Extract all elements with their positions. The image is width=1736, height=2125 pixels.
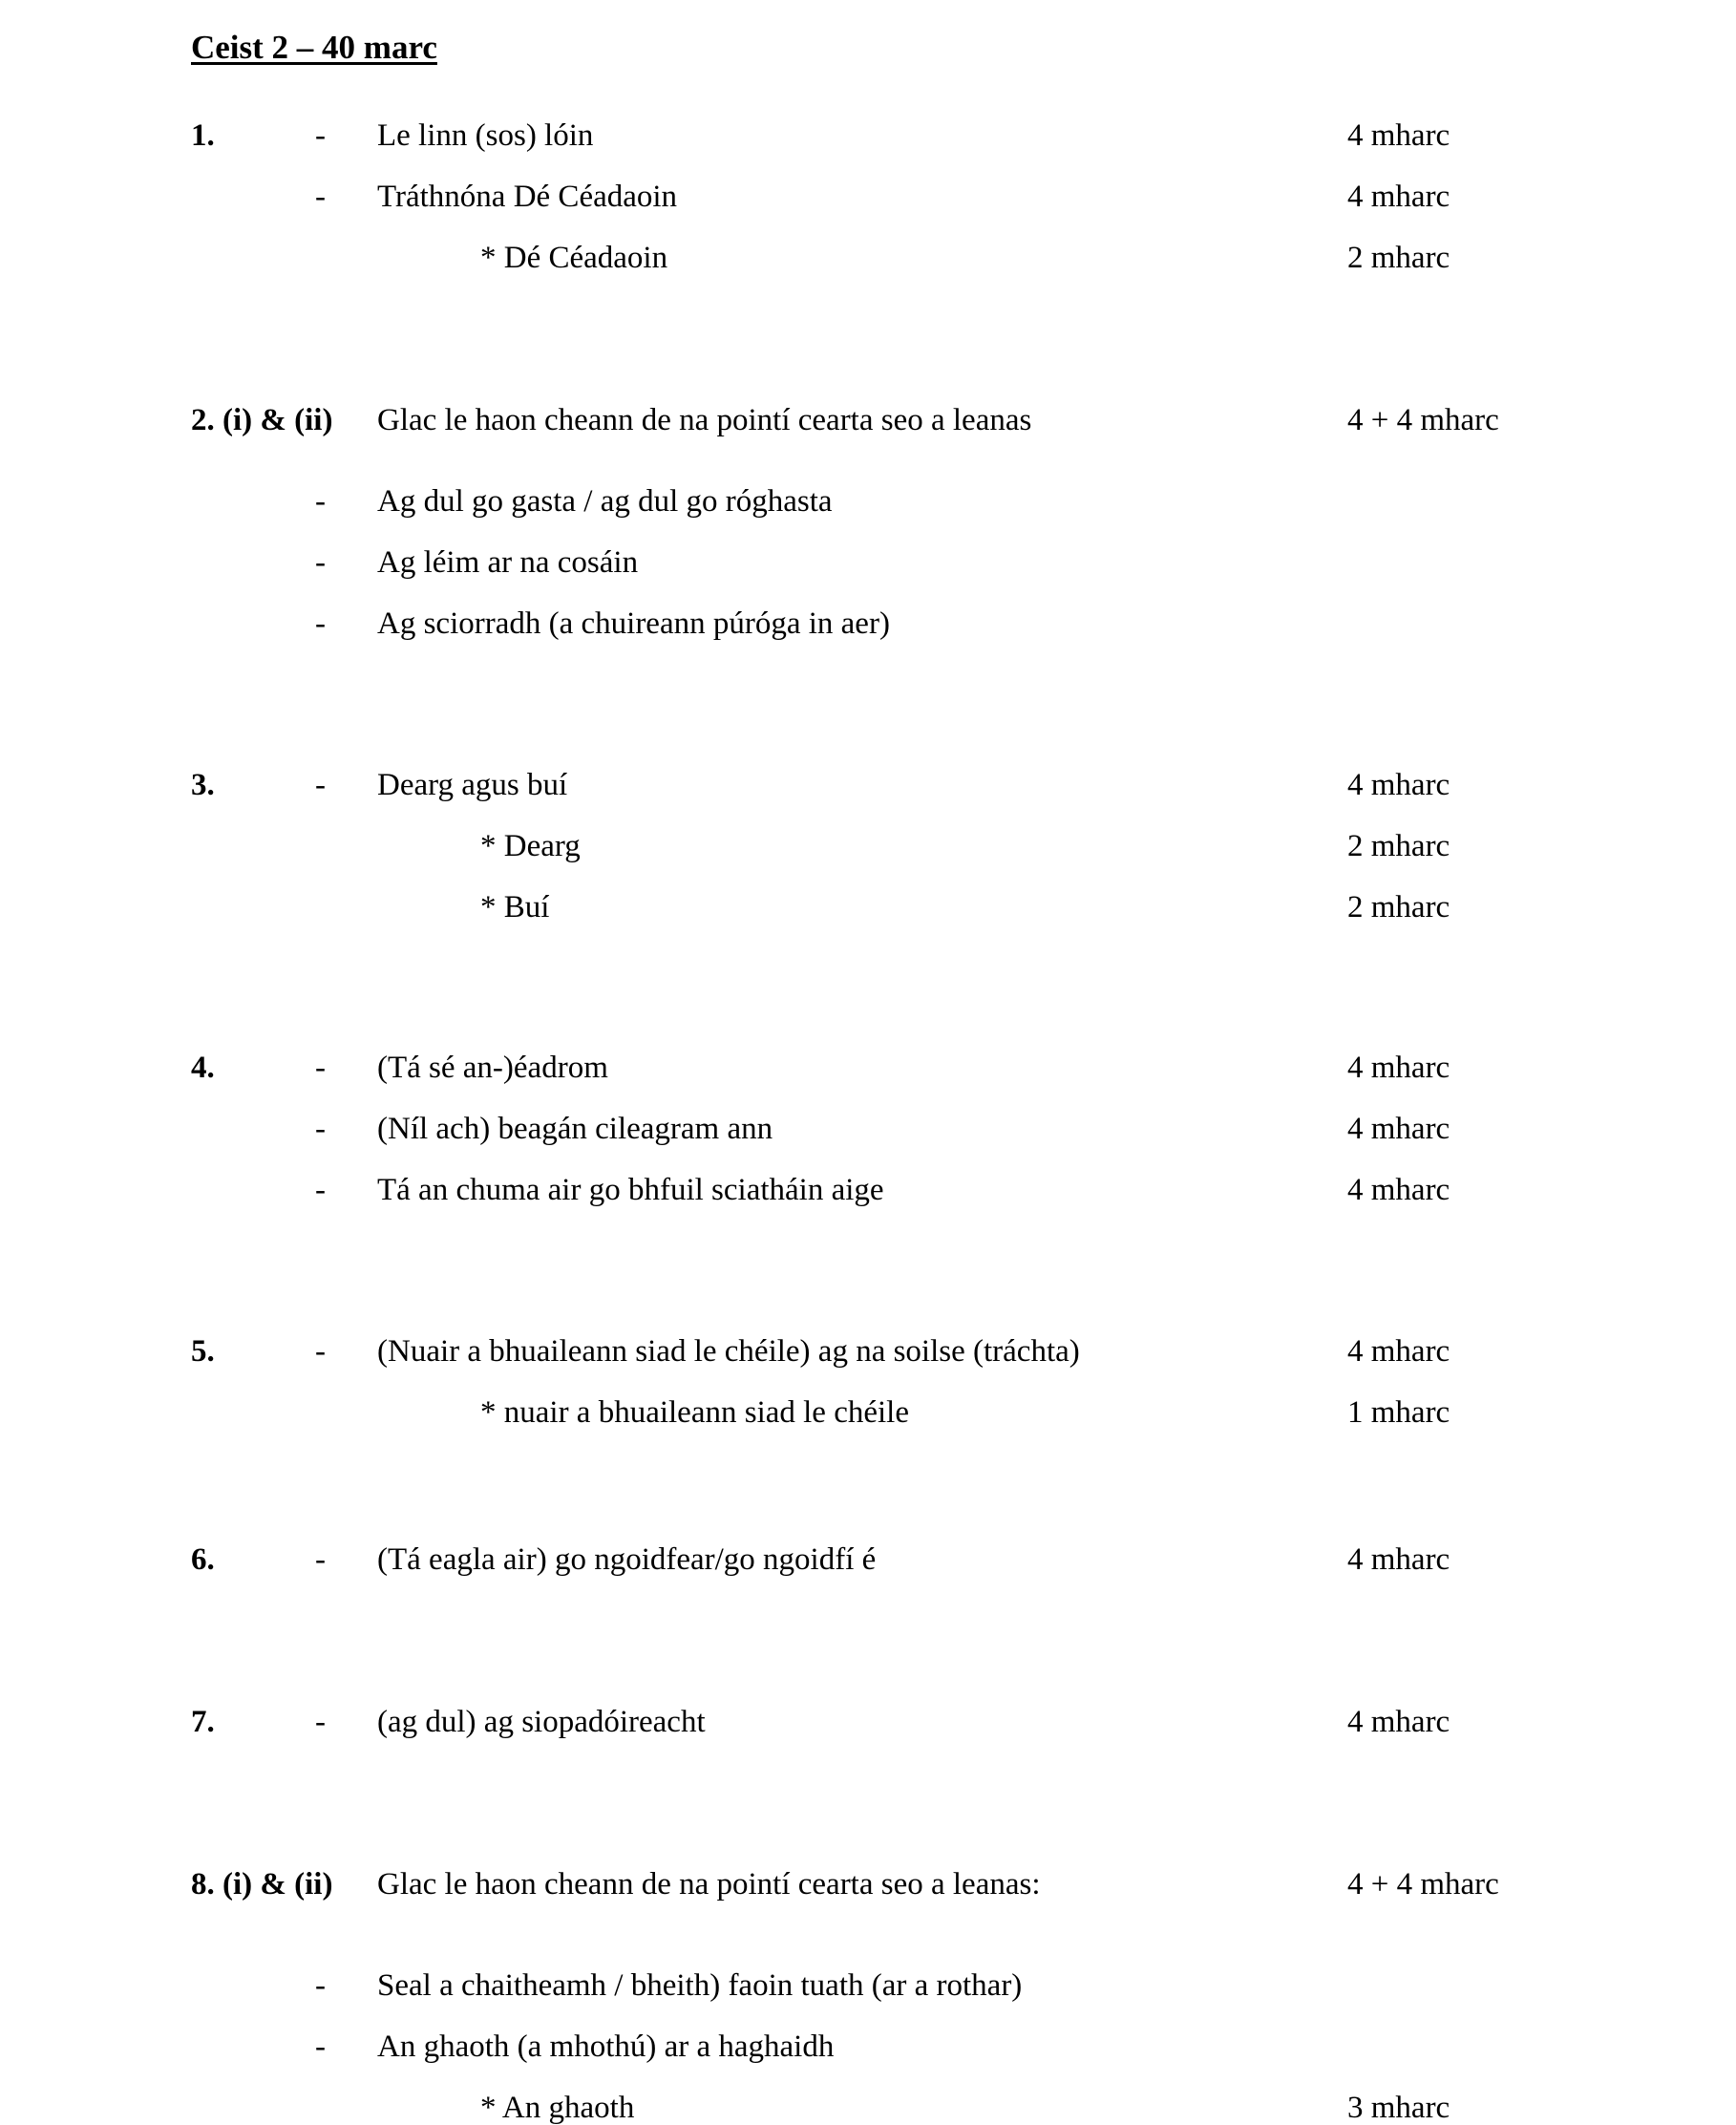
question-number: 7.	[191, 1705, 215, 1739]
answer-text: An ghaoth (a mhothú) ar a haghaidh	[377, 2029, 835, 2064]
question-number: 3.	[191, 768, 215, 802]
sub-answer-text: * An ghaoth	[480, 2091, 635, 2125]
marks-value: 4 mharc	[1347, 1705, 1450, 1739]
marks-value: 4 mharc	[1347, 1542, 1450, 1577]
question-number: 2. (i) & (ii)	[191, 403, 333, 437]
marks-value: 2 mharc	[1347, 829, 1450, 863]
sub-answer-text: * Dearg	[480, 829, 581, 863]
bullet-dash: -	[315, 484, 326, 519]
marks-value: 4 + 4 mharc	[1347, 1867, 1499, 1902]
bullet-dash: -	[315, 180, 326, 214]
answer-text: Seal a chaitheamh / bheith) faoin tuath (ar a rothar)	[377, 1968, 1023, 2003]
question-number: 6.	[191, 1542, 215, 1577]
marks-value: 3 mharc	[1347, 2091, 1450, 2125]
marks-value: 2 mharc	[1347, 890, 1450, 924]
bullet-dash: -	[315, 1112, 326, 1146]
bullet-dash: -	[315, 118, 326, 153]
marks-value: 4 mharc	[1347, 1334, 1450, 1369]
question-number: 8. (i) & (ii)	[191, 1867, 333, 1902]
bullet-dash: -	[315, 1334, 326, 1369]
marks-value: 1 mharc	[1347, 1395, 1450, 1430]
bullet-dash: -	[315, 2029, 326, 2064]
marks-value: 2 mharc	[1347, 241, 1450, 275]
answer-text: Le linn (sos) lóin	[377, 118, 594, 153]
question-number: 1.	[191, 118, 215, 153]
answer-text: Ag léim ar na cosáin	[377, 545, 639, 580]
section-title: Ceist 2 – 40 marc	[191, 29, 437, 66]
question-number: 5.	[191, 1334, 215, 1369]
sub-answer-text: * Dé Céadaoin	[480, 241, 668, 275]
answer-text: Dearg agus buí	[377, 768, 568, 802]
marks-value: 4 mharc	[1347, 1112, 1450, 1146]
marks-value: 4 mharc	[1347, 768, 1450, 802]
answer-text: (Níl ach) beagán cileagram ann	[377, 1112, 773, 1146]
sub-answer-text: * nuair a bhuaileann siad le chéile	[480, 1395, 909, 1430]
bullet-dash: -	[315, 1173, 326, 1207]
answer-text: Glac le haon cheann de na pointí cearta seo a leanas:	[377, 1867, 1041, 1902]
answer-text: Tráthnóna Dé Céadaoin	[377, 180, 678, 214]
sub-answer-text: * Buí	[480, 890, 550, 924]
answer-text: (ag dul) ag siopadóireacht	[377, 1705, 706, 1739]
question-number: 4.	[191, 1051, 215, 1085]
answer-text: Ag sciorradh (a chuireann púróga in aer)	[377, 606, 890, 641]
bullet-dash: -	[315, 1705, 326, 1739]
bullet-dash: -	[315, 545, 326, 580]
marks-value: 4 + 4 mharc	[1347, 403, 1499, 437]
answer-text: (Nuair a bhuaileann siad le chéile) ag na soilse (tráchta)	[377, 1334, 1080, 1369]
bullet-dash: -	[315, 1051, 326, 1085]
marks-value: 4 mharc	[1347, 1173, 1450, 1207]
answer-text: Tá an chuma air go bhfuil sciatháin aige	[377, 1173, 884, 1207]
bullet-dash: -	[315, 606, 326, 641]
marks-value: 4 mharc	[1347, 1051, 1450, 1085]
answer-text: Glac le haon cheann de na pointí cearta seo a leanas	[377, 403, 1032, 437]
answer-text: (Tá sé an-)éadrom	[377, 1051, 608, 1085]
bullet-dash: -	[315, 1968, 326, 2003]
answer-text: Ag dul go gasta / ag dul go róghasta	[377, 484, 833, 519]
bullet-dash: -	[315, 1542, 326, 1577]
bullet-dash: -	[315, 768, 326, 802]
marks-value: 4 mharc	[1347, 118, 1450, 153]
marks-value: 4 mharc	[1347, 180, 1450, 214]
answer-text: (Tá eagla air) go ngoidfear/go ngoidfí é	[377, 1542, 877, 1577]
